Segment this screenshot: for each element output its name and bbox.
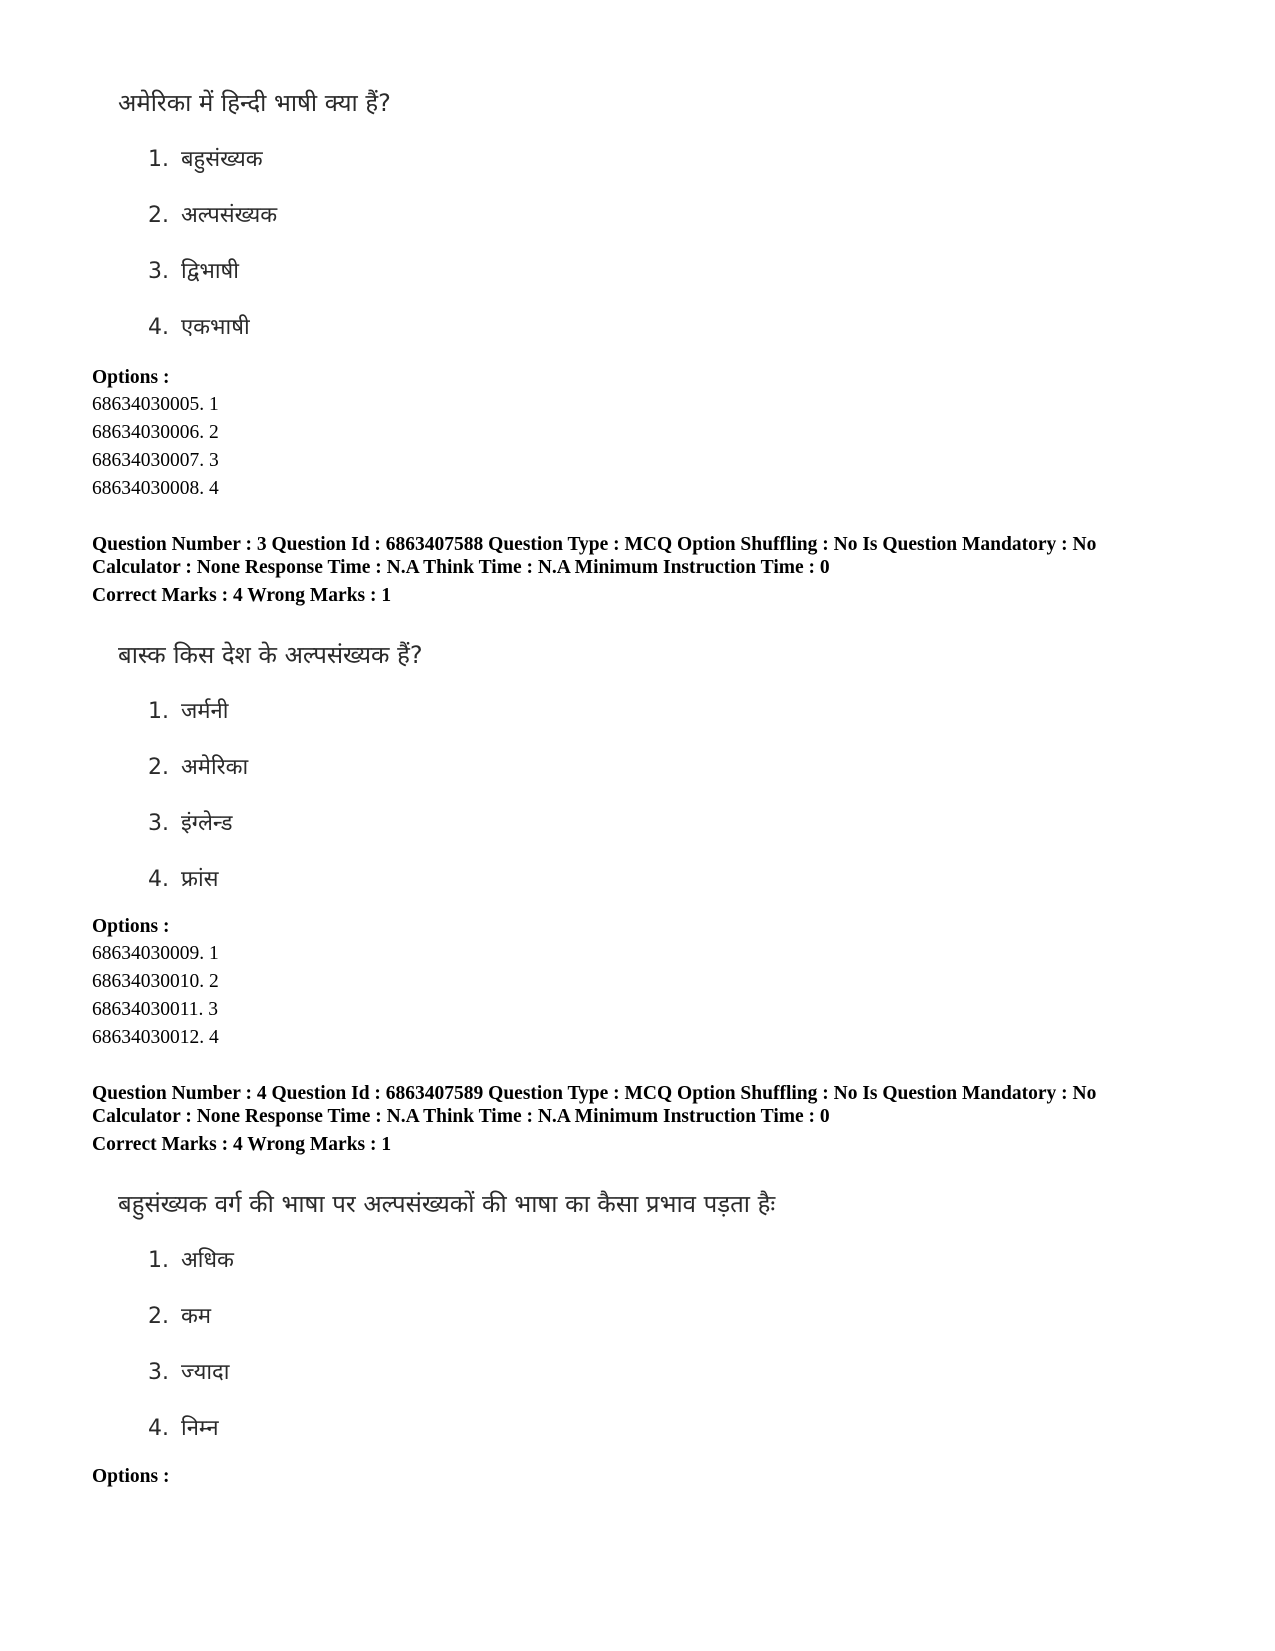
choice-item — [148, 863, 219, 893]
option-code: 68634030010. 2 — [92, 971, 219, 992]
choice-number: 2. — [148, 1304, 169, 1329]
choice-text: जर्मनी — [181, 699, 229, 724]
option-code: 68634030012. 4 — [92, 1027, 219, 1048]
choice-item — [148, 1244, 234, 1274]
choice-text: इंग्लेन्ड — [181, 811, 233, 836]
options-label: Options : — [92, 1466, 170, 1487]
option-code: 68634030008. 4 — [92, 478, 219, 499]
choice-text: फ्रांस — [181, 867, 219, 892]
question-meta-line: Calculator : None Response Time : N.A Think Time : N.A Minimum Instruction Time : 0 — [92, 557, 830, 578]
choice-text: बहुसंख्यक — [181, 147, 263, 172]
choice-number: 4. — [148, 1416, 169, 1441]
options-label: Options : — [92, 916, 170, 937]
choice-item — [148, 311, 250, 341]
choice-item — [148, 695, 228, 725]
choice-number: 2. — [148, 203, 169, 228]
choice-text: अमेरिका — [181, 755, 249, 780]
choice-text: अल्पसंख्यक — [181, 203, 278, 228]
choice-item — [148, 807, 233, 837]
question-marks: Correct Marks : 4 Wrong Marks : 1 — [92, 585, 392, 606]
choice-text: द्विभाषी — [181, 259, 239, 284]
choice-number: 1. — [148, 699, 169, 724]
choice-item — [148, 1356, 229, 1386]
choice-number: 1. — [148, 1248, 169, 1273]
choice-item — [148, 1412, 219, 1442]
question-text: बास्क किस देश के अल्पसंख्यक हैं? — [118, 641, 423, 669]
choice-text: एकभाषी — [181, 315, 250, 340]
choice-item — [148, 255, 239, 285]
choice-number: 3. — [148, 811, 169, 836]
choice-item — [148, 751, 248, 781]
question-text: बहुसंख्यक वर्ग की भाषा पर अल्पसंख्यकों की भाषा का कैसा प्रभाव पड़ता हैः — [118, 1190, 776, 1218]
question-meta-line: Question Number : 4 Question Id : 6863407589 Question Type : MCQ Option Shuffling : No Is Question Mandatory : No — [92, 1083, 1097, 1104]
option-code: 68634030005. 1 — [92, 394, 219, 415]
question-meta-line: Question Number : 3 Question Id : 6863407588 Question Type : MCQ Option Shuffling : No Is Question Mandatory : No — [92, 534, 1097, 555]
choice-text: ज्यादा — [181, 1360, 230, 1385]
choice-number: 2. — [148, 755, 169, 780]
options-label: Options : — [92, 367, 170, 388]
choice-item — [148, 199, 277, 229]
choice-number: 1. — [148, 147, 169, 172]
option-code: 68634030007. 3 — [92, 450, 219, 471]
choice-number: 4. — [148, 867, 169, 892]
choice-item — [148, 143, 263, 173]
option-code: 68634030011. 3 — [92, 999, 219, 1020]
option-code: 68634030009. 1 — [92, 943, 219, 964]
question-meta-line: Calculator : None Response Time : N.A Think Time : N.A Minimum Instruction Time : 0 — [92, 1106, 830, 1127]
question-text: अमेरिका में हिन्दी भाषी क्या हैं? — [118, 89, 391, 117]
choice-text: कम — [181, 1304, 212, 1329]
choice-number: 3. — [148, 259, 169, 284]
option-code: 68634030006. 2 — [92, 422, 219, 443]
choice-text: निम्न — [181, 1416, 219, 1441]
choice-number: 4. — [148, 315, 169, 340]
choice-item — [148, 1300, 211, 1330]
question-marks: Correct Marks : 4 Wrong Marks : 1 — [92, 1134, 392, 1155]
choice-text: अधिक — [181, 1248, 234, 1273]
choice-number: 3. — [148, 1360, 169, 1385]
